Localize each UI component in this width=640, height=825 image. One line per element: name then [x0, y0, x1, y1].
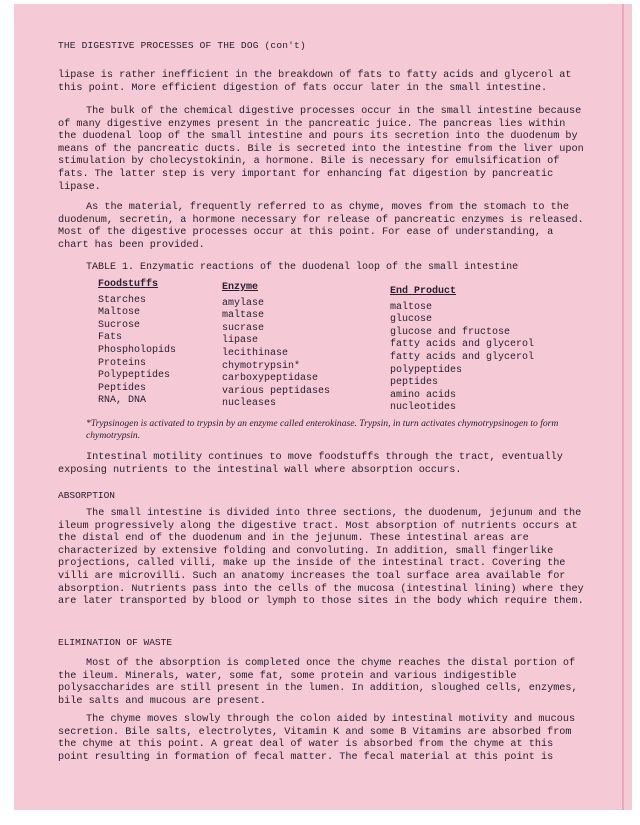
table-cell: various peptidases: [222, 385, 331, 397]
paragraph-elimination-1: [58, 658, 588, 708]
table-cell: Sucrose: [98, 319, 141, 331]
paragraph-text: lipase is rather inefficient in the breakdown of fats to fatty acids and glycerol at this point. More efficient digestion of fats occur later in the small intestine.: [58, 70, 572, 94]
table-cell: fatty acids and glycerol: [390, 351, 535, 363]
table-cell: maltose: [390, 301, 433, 313]
paragraph-text: Intestinal motility continues to move foodstuffs through the tract, eventually exposing nutrients to the intestinal wall where absorption occurs.: [58, 452, 563, 476]
paragraph-lipase: [58, 70, 588, 95]
table-cell: carboxypeptidase: [222, 373, 319, 385]
table-cell: Starches: [98, 294, 147, 306]
paragraph-text: The small intestine is divided into three sections, the duodenum, jejunum and the ileum progressively along the digestive tract. Most absorption of nutrients occurs at the distal end of the duodenum and in the jejunum. These intestinal areas are characterized by extensive folding and convoluting. In addition, small fingerlike projections, called villi, make up the inside of the intestinal tract. Covering the villi are microvilli. Such an anatomy increases the toal surface area available for absorption. Nutrients pass into the cells of the mucosa (intestinal lining) where they are later transported by blood or lymph to those sites in the body which require them.: [58, 508, 584, 608]
section-title-absorption: ABSORPTION: [58, 490, 116, 501]
paragraph-chyme: [58, 202, 588, 252]
column-header-end-product: End Product: [390, 286, 457, 297]
table-cell: glucose: [390, 314, 433, 326]
table-cell: amylase: [222, 297, 265, 309]
paragraph-text: The bulk of the chemical digestive processes occur in the small intestine because of many digestive enzymes present in the pancreatic juice. The pancreas lies within the duodenal loop of the small intestine and pours its secretion into the duodenum by means of the pancreatic ducts. Bile is secreted into the intestine from the liver upon stimulation by cholecystokinin, a hormone. Bile is necessary for emulsification of fats. The latter step is very important for enhancing fat digestion by pancreatic lipase.: [58, 106, 584, 193]
table-cell: lipase: [222, 335, 259, 347]
table-cell: Fats: [98, 332, 123, 344]
column-header-foodstuffs: Foodstuffs: [98, 279, 159, 290]
table-footnote: *Trypsinogen is activated to trypsin by an enzyme called enterokinase. Trypsin, in turn activates chymotrypsinogen to form chymotrypsin.: [86, 418, 559, 442]
paragraph-pancreas: [58, 106, 588, 194]
table-cell: lecithinase: [222, 347, 289, 359]
paragraph-text: As the material, frequently referred to as chyme, moves from the stomach to the duodenum, secretin, a hormone necessary for release of pancreatic enzymes is released. Most of the digestive processes occur at this point. For ease of understanding, a chart has been provided.: [58, 202, 584, 251]
table-column-enzyme: [222, 282, 330, 411]
table-cell: fatty acids and glycerol: [390, 339, 535, 351]
table-cell: maltase: [222, 310, 265, 322]
table-cell: nucleases: [222, 398, 277, 410]
table-cell: Proteins: [98, 357, 147, 369]
table-cell: nucleotides: [390, 402, 457, 414]
paragraph-absorption: [58, 508, 588, 609]
table-caption: TABLE 1. Enzymatic reactions of the duodenal loop of the small intestine: [86, 262, 519, 273]
paragraph-motility: [58, 452, 588, 477]
table-cell: polypeptides: [390, 364, 463, 376]
column-header-enzyme: Enzyme: [222, 282, 259, 293]
page-heading: THE DIGESTIVE PROCESSES OF THE DOG (con't): [58, 40, 306, 51]
paragraph-elimination-2: [58, 714, 588, 764]
paragraph-text: Most of the absorption is completed once the chyme reaches the distal portion of the ileum. Minerals, water, some fat, some protein and various indigestible polysaccharides are still present in the lumen. In addition, sloughed cells, enzymes, bile salts and mucous are present.: [58, 658, 578, 707]
table-cell: Peptides: [98, 382, 147, 394]
table-cell: peptides: [390, 377, 439, 389]
table-column-foodstuffs: [98, 279, 176, 408]
table-cell: Phospholopids: [98, 344, 177, 356]
table-column-end-product: [390, 286, 534, 415]
table-cell: Maltose: [98, 307, 141, 319]
table-cell: amino acids: [390, 389, 457, 401]
table-cell: RNA, DNA: [98, 395, 147, 407]
table-cell: glucose and fructose: [390, 326, 511, 338]
paragraph-text: The chyme moves slowly through the colon aided by intestinal motivity and mucous secretion. Bile salts, electrolytes, Vitamin K and some B Vitamins are absorbed from the chyme at this point. A great deal of water is absorbed from the chyme at this point resulting in formation of fecal matter. The fecal material at this point is: [58, 714, 576, 763]
page-edge-shadow: [622, 4, 624, 810]
table-cell: chymotrypsin*: [222, 360, 301, 372]
table-cell: sucrase: [222, 322, 265, 334]
table-cell: Polypeptides: [98, 370, 171, 382]
section-title-elimination: ELIMINATION OF WASTE: [58, 637, 173, 648]
